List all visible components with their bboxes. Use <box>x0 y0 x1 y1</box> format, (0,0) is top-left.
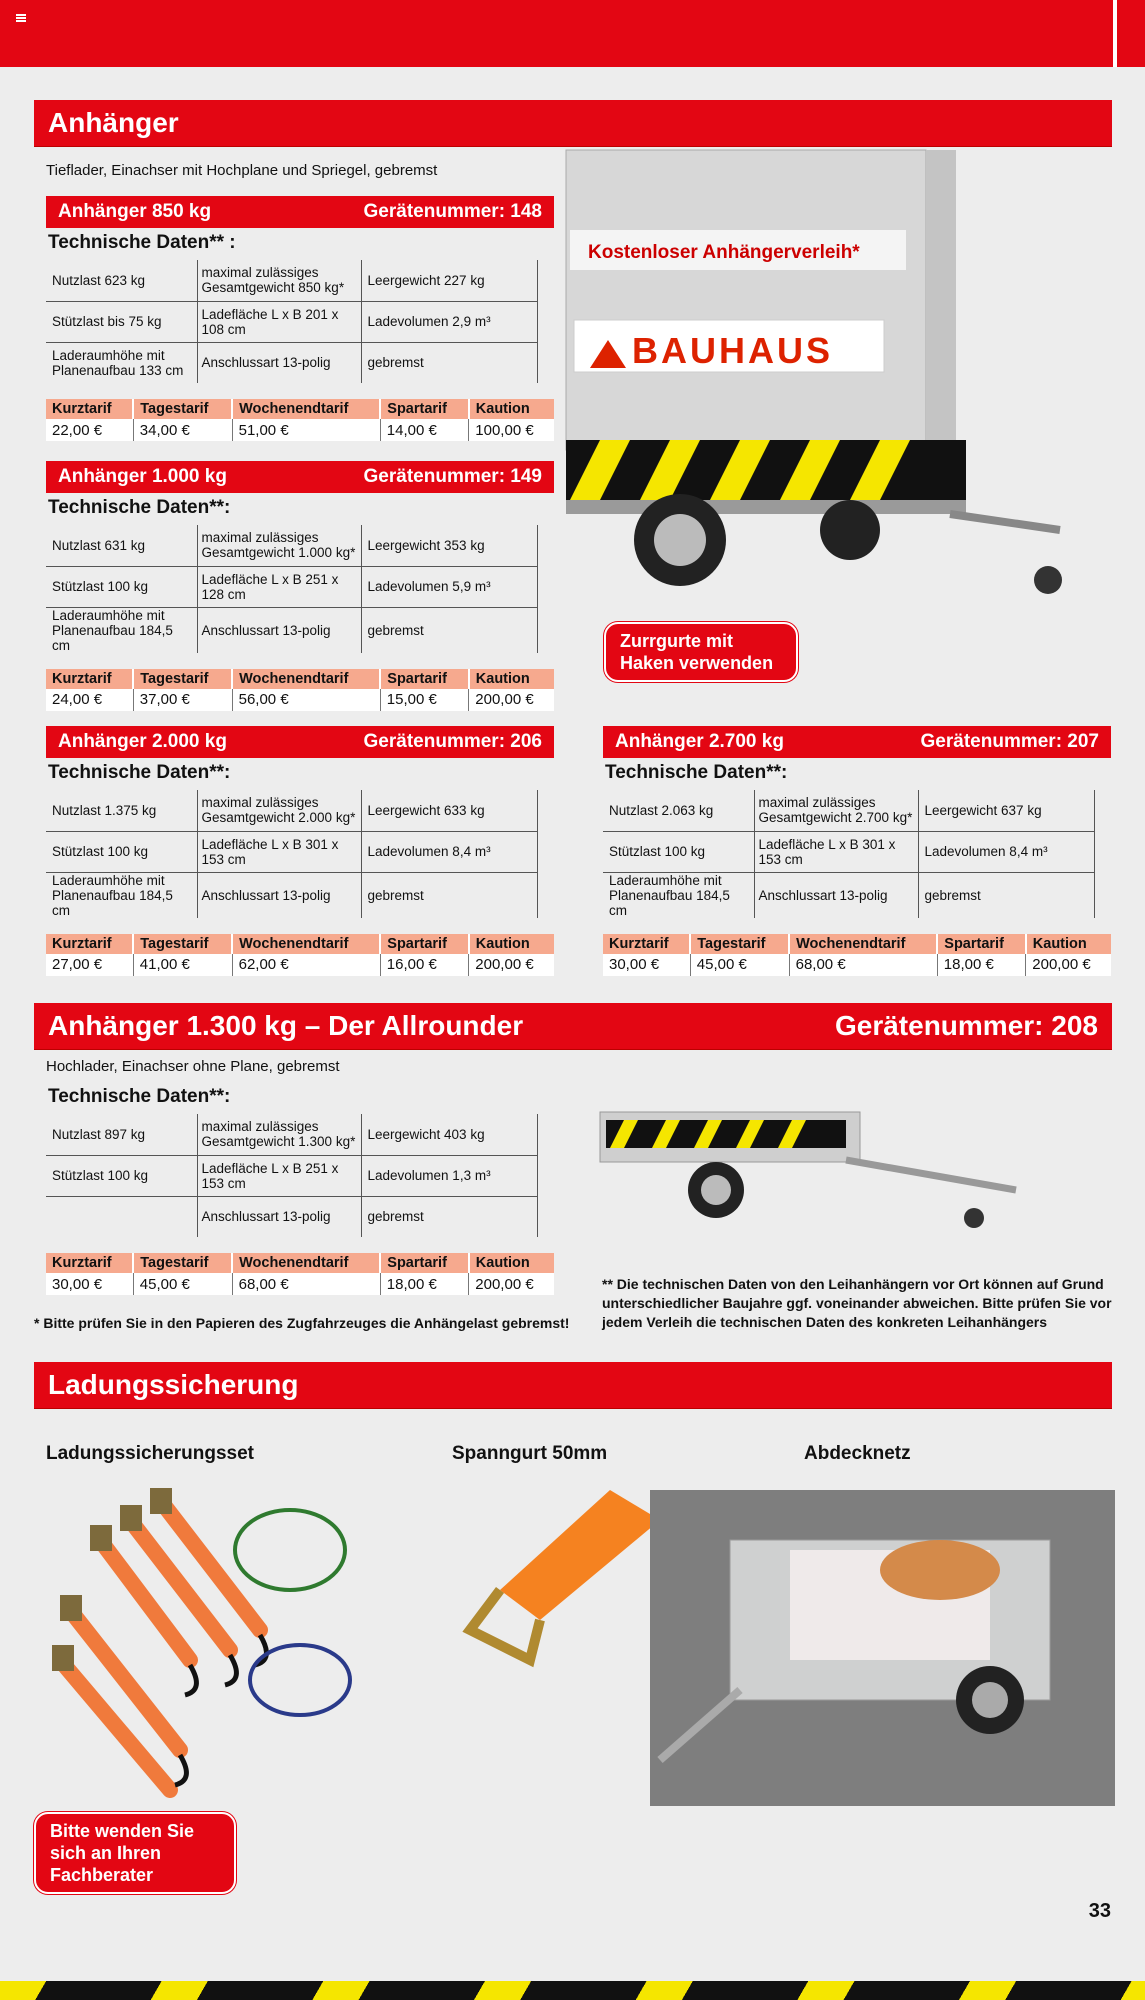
price-header: Kurztarif <box>46 399 133 419</box>
spec-cell: Nutzlast 2.063 kg <box>603 790 754 831</box>
hazard-stripe-footer <box>0 1981 1145 2000</box>
footnote-double-star: ** Die technischen Daten von den Leihanhängern vor Ort können auf Grund unterschiedlicher Baujahre ggf. voneinander abweichen. Bitte prüfen Sie vor jedem Verleih die technischen Daten des konkreten Leihanhängers <box>602 1276 1112 1330</box>
price-value: 200,00 € <box>469 1273 554 1295</box>
covered-trailer-image <box>560 140 1080 610</box>
allrounder-banner <box>34 1003 1112 1049</box>
advisor-callout: Bitte wenden Sie sich an Ihren Fachberater <box>34 1812 236 1894</box>
spec-cell: gebremst <box>361 1196 538 1237</box>
price-header: Kaution <box>469 1253 554 1273</box>
price-header: Tagestarif <box>133 669 232 689</box>
spec-row <box>46 831 538 872</box>
section-title: Anhänger <box>48 107 179 138</box>
spec-cell: Nutzlast 897 kg <box>46 1114 197 1155</box>
spec-cell: Leergewicht 227 kg <box>361 260 538 301</box>
trailer-name: Anhänger 1.000 kg <box>58 466 227 487</box>
spec-cell: Laderaumhöhe mit Planenaufbau 184,5 cm <box>609 872 730 918</box>
product-label-abdecknetz: Abdecknetz <box>804 1443 911 1464</box>
trailer-device-number: Gerätenummer: 206 <box>363 731 542 752</box>
open-trailer-image <box>596 1090 1056 1240</box>
ladungssicherung-title: Ladungssicherung <box>48 1369 299 1400</box>
spec-cell: Nutzlast 1.375 kg <box>46 790 197 831</box>
spec-table <box>603 790 1095 918</box>
price-header: Kurztarif <box>46 1253 133 1273</box>
spec-cell: maximal zulässiges Gesamtgewicht 1.000 kg* <box>197 525 361 566</box>
price-value: 200,00 € <box>1026 954 1111 976</box>
price-value: 30,00 € <box>603 954 690 976</box>
spec-row <box>603 872 1095 918</box>
allrounder-title: Anhänger 1.300 kg – Der Allrounder <box>48 1010 524 1041</box>
spec-cell: gebremst <box>361 342 538 383</box>
price-value: 62,00 € <box>232 954 380 976</box>
trailer-block-2700 <box>603 726 1111 976</box>
price-value: 30,00 € <box>46 1273 133 1295</box>
price-header: Kurztarif <box>603 934 690 954</box>
tech-data-label: Technische Daten**: <box>48 1086 231 1107</box>
spec-cell: gebremst <box>361 607 538 653</box>
price-value: 22,00 € <box>46 419 133 441</box>
spec-cell: Ladefläche L x B 301 x 153 cm <box>754 831 918 872</box>
tech-data-label: Technische Daten**: <box>48 497 231 518</box>
price-value: 45,00 € <box>133 1273 232 1295</box>
spec-cell: Anschlussart 13-polig <box>197 1196 361 1237</box>
spec-cell: Stützlast 100 kg <box>46 831 197 872</box>
price-header: Wochenendtarif <box>232 669 380 689</box>
spec-cell: Ladevolumen 8,4 m³ <box>918 831 1095 872</box>
product-label-spanngurt: Spanngurt 50mm <box>452 1443 608 1464</box>
price-value: 51,00 € <box>232 419 380 441</box>
price-value: 200,00 € <box>469 954 554 976</box>
allrounder-device-number: Gerätenummer: 208 <box>834 1010 1098 1041</box>
spec-cell: Ladefläche L x B 201 x 108 cm <box>197 301 361 342</box>
top-bar-divider <box>1113 0 1117 67</box>
spec-cell: Ladevolumen 8,4 m³ <box>361 831 538 872</box>
page-number: 33 <box>1088 1900 1111 1922</box>
price-header: Kaution <box>469 399 554 419</box>
spec-row <box>46 301 538 342</box>
price-value: 45,00 € <box>690 954 789 976</box>
spanngurt-image <box>460 1480 680 1680</box>
trailer-brand-text: BAUHAUS <box>632 330 833 371</box>
spec-cell: Laderaumhöhe mit Planenaufbau 184,5 cm <box>52 872 173 918</box>
product-label-set: Ladungssicherungsset <box>46 1443 254 1464</box>
tech-data-label: Technische Daten**: <box>605 762 788 783</box>
price-header: Tagestarif <box>690 934 789 954</box>
spec-cell: Stützlast 100 kg <box>46 566 197 607</box>
spec-cell: Leergewicht 633 kg <box>361 790 538 831</box>
price-value: 15,00 € <box>380 689 469 711</box>
strap-set-image <box>40 1480 370 1810</box>
spec-table <box>46 1114 538 1237</box>
price-value: 37,00 € <box>133 689 232 711</box>
spec-cell: Anschlussart 13-polig <box>754 872 918 918</box>
price-table <box>46 1253 554 1295</box>
price-header: Tagestarif <box>133 934 232 954</box>
straps-callout: Zurrgurte mit Haken verwenden <box>604 622 798 682</box>
spec-cell: Anschlussart 13-polig <box>197 342 361 383</box>
trailer-device-number: Gerätenummer: 207 <box>920 731 1099 752</box>
spec-cell: Anschlussart 13-polig <box>197 607 361 653</box>
spec-row <box>46 260 538 301</box>
price-header: Wochenendtarif <box>232 934 380 954</box>
spec-cell: Nutzlast 631 kg <box>46 525 197 566</box>
abdecknetz-image <box>650 1490 1115 1806</box>
price-table <box>46 934 554 976</box>
price-table <box>46 669 554 711</box>
spec-cell: Leergewicht 403 kg <box>361 1114 538 1155</box>
spec-cell: Stützlast 100 kg <box>46 1155 197 1196</box>
spec-cell <box>46 1196 197 1237</box>
spec-cell: Ladevolumen 5,9 m³ <box>361 566 538 607</box>
trailer-header <box>603 726 1111 758</box>
spec-cell: Leergewicht 353 kg <box>361 525 538 566</box>
spec-row <box>46 342 538 383</box>
spec-table <box>46 525 538 653</box>
trailer-name: Anhänger 2.000 kg <box>58 731 227 752</box>
price-header: Wochenendtarif <box>789 934 937 954</box>
price-header: Spartarif <box>937 934 1026 954</box>
spec-row <box>46 566 538 607</box>
price-value: 68,00 € <box>789 954 937 976</box>
price-value: 27,00 € <box>46 954 133 976</box>
price-value: 68,00 € <box>232 1273 380 1295</box>
tech-data-label: Technische Daten** : <box>48 232 236 253</box>
menu-icon[interactable] <box>16 14 26 22</box>
spec-row <box>46 607 538 653</box>
spec-row <box>46 1114 538 1155</box>
spec-table <box>46 260 538 383</box>
trailer-header <box>46 461 554 493</box>
price-value: 56,00 € <box>232 689 380 711</box>
trailer-block-850 <box>46 196 554 441</box>
price-header: Spartarif <box>380 669 469 689</box>
price-value: 24,00 € <box>46 689 133 711</box>
price-table <box>603 934 1111 976</box>
spec-cell: Ladefläche L x B 251 x 128 cm <box>197 566 361 607</box>
spec-row <box>46 872 538 918</box>
trailer-name: Anhänger 850 kg <box>58 201 212 222</box>
spec-cell: Stützlast bis 75 kg <box>46 301 197 342</box>
spec-row <box>46 1155 538 1196</box>
trailer-device-number: Gerätenummer: 148 <box>363 201 542 222</box>
trailer-name: Anhänger 2.700 kg <box>615 731 784 752</box>
price-header: Tagestarif <box>133 1253 232 1273</box>
trailer-header <box>46 196 554 228</box>
spec-row <box>46 525 538 566</box>
price-header: Spartarif <box>380 1253 469 1273</box>
spec-cell: maximal zulässiges Gesamtgewicht 2.700 kg* <box>754 790 918 831</box>
footnote-single-star: * Bitte prüfen Sie in den Papieren des Zugfahrzeuges die Anhängelast gebremst! <box>34 1315 570 1331</box>
price-header: Tagestarif <box>133 399 232 419</box>
spec-cell: Ladefläche L x B 301 x 153 cm <box>197 831 361 872</box>
spec-cell: Leergewicht 637 kg <box>918 790 1095 831</box>
spec-cell: gebremst <box>918 872 1095 918</box>
spec-cell: Nutzlast 623 kg <box>46 260 197 301</box>
price-value: 200,00 € <box>469 689 554 711</box>
price-table <box>46 399 554 441</box>
price-value: 18,00 € <box>380 1273 469 1295</box>
spec-row <box>603 831 1095 872</box>
spec-row <box>603 790 1095 831</box>
price-value: 34,00 € <box>133 419 232 441</box>
price-header: Kurztarif <box>46 934 133 954</box>
trailer-header <box>46 726 554 758</box>
spec-cell: Anschlussart 13-polig <box>197 872 361 918</box>
section-subtitle: Tieflader, Einachser mit Hochplane und Spriegel, gebremst <box>46 162 438 179</box>
price-header: Kurztarif <box>46 669 133 689</box>
trailer-slogan-text: Kostenloser Anhängerverleih* <box>588 242 860 263</box>
price-value: 16,00 € <box>380 954 469 976</box>
price-value: 41,00 € <box>133 954 232 976</box>
spec-cell: Laderaumhöhe mit Planenaufbau 133 cm <box>52 347 184 378</box>
price-value: 14,00 € <box>380 419 469 441</box>
trailer-block-1000 <box>46 461 554 711</box>
price-header: Spartarif <box>380 399 469 419</box>
spec-table <box>46 790 538 918</box>
price-header: Wochenendtarif <box>232 1253 380 1273</box>
trailer-block-2000 <box>46 726 554 976</box>
spec-cell: maximal zulässiges Gesamtgewicht 850 kg* <box>197 260 361 301</box>
tech-data-label: Technische Daten**: <box>48 762 231 783</box>
spec-cell: Ladevolumen 2,9 m³ <box>361 301 538 342</box>
price-header: Kaution <box>469 669 554 689</box>
price-header: Spartarif <box>380 934 469 954</box>
spec-cell: Ladefläche L x B 251 x 153 cm <box>197 1155 361 1196</box>
price-header: Kaution <box>469 934 554 954</box>
spec-cell: maximal zulässiges Gesamtgewicht 2.000 kg* <box>197 790 361 831</box>
price-header: Wochenendtarif <box>232 399 380 419</box>
price-value: 18,00 € <box>937 954 1026 976</box>
spec-row <box>46 1196 538 1237</box>
spec-cell: Laderaumhöhe mit Planenaufbau 184,5 cm <box>52 607 173 653</box>
spec-cell: gebremst <box>361 872 538 918</box>
trailer-block-1300 <box>46 1082 554 1295</box>
top-bar <box>0 0 1145 67</box>
spec-row <box>46 790 538 831</box>
spec-cell: Ladevolumen 1,3 m³ <box>361 1155 538 1196</box>
allrounder-subtitle: Hochlader, Einachser ohne Plane, gebremst <box>46 1058 340 1075</box>
spec-cell: Stützlast 100 kg <box>603 831 754 872</box>
trailer-device-number: Gerätenummer: 149 <box>363 466 542 487</box>
ladungssicherung-banner <box>34 1362 1112 1408</box>
price-header: Kaution <box>1026 934 1111 954</box>
spec-cell: maximal zulässiges Gesamtgewicht 1.300 kg* <box>197 1114 361 1155</box>
price-value: 100,00 € <box>469 419 554 441</box>
